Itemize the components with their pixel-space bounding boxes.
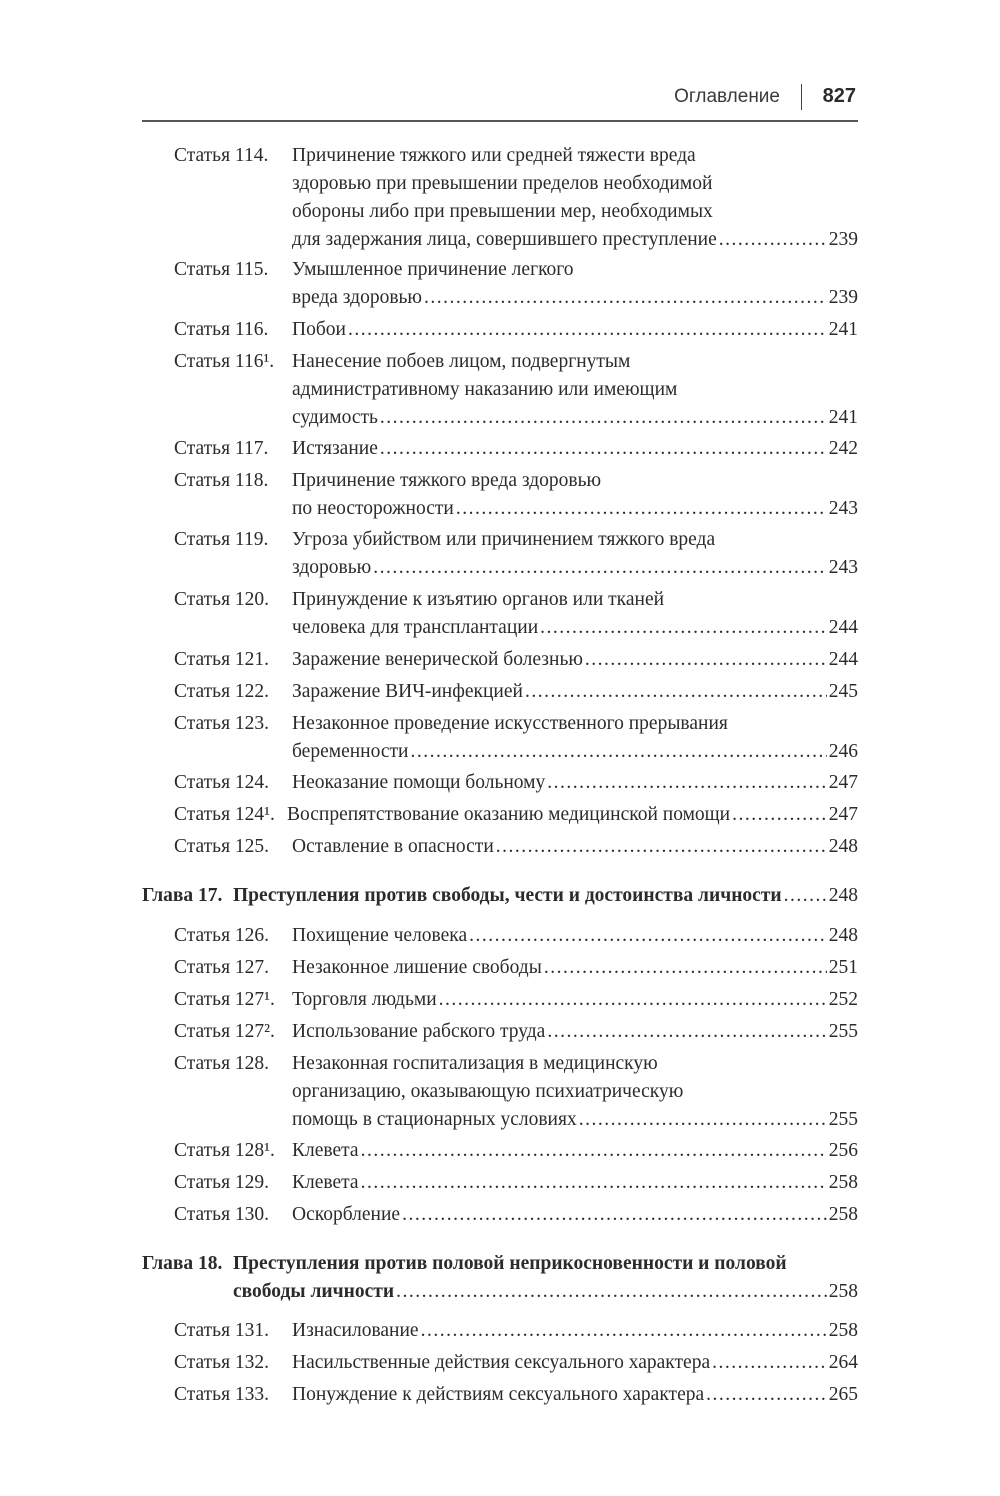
article-label: Статья 127². <box>174 1021 275 1042</box>
article-label: Статья 124¹. <box>174 804 275 825</box>
chapter-title <box>233 882 858 910</box>
title-line: Оставление в опасности <box>292 836 494 857</box>
title-line: здоровью <box>292 557 372 578</box>
page-ref[interactable]: 255 <box>828 1109 858 1130</box>
title-line: организацию, оказывающую психиатрическую <box>292 1081 684 1102</box>
page-ref[interactable]: 248 <box>828 925 858 946</box>
title-line: Преступления против свободы, чести и достоинства личности <box>233 885 782 906</box>
dot-leader <box>456 495 827 523</box>
article-title <box>292 1018 858 1046</box>
article-label: Статья 128. <box>174 1053 270 1074</box>
title-line-with-leader <box>292 1317 858 1345</box>
page-ref[interactable]: 244 <box>828 617 858 638</box>
title-line-with-leader <box>292 1169 858 1197</box>
page-ref[interactable]: 239 <box>828 229 858 250</box>
title-line-with-leader <box>292 954 858 982</box>
page-ref[interactable]: 251 <box>828 957 858 978</box>
article-label: Статья 131. <box>174 1320 270 1341</box>
page-ref[interactable]: 258 <box>828 1204 858 1225</box>
dot-leader <box>585 646 827 674</box>
article-title <box>292 646 858 674</box>
article-title <box>292 954 858 982</box>
dot-leader <box>706 1381 827 1409</box>
title-line: Торговля людьми <box>292 989 437 1010</box>
article-title <box>292 467 858 523</box>
dot-leader <box>348 316 827 344</box>
title-line: Использование рабского труда <box>292 1021 546 1042</box>
dot-leader <box>410 738 826 766</box>
title-line: помощь в стационарных условиях <box>292 1109 577 1130</box>
running-header <box>142 84 858 122</box>
page-ref[interactable]: 247 <box>828 772 858 793</box>
title-line: Понуждение к действиям сексуального характера <box>292 1384 705 1405</box>
chapter-title <box>233 1250 858 1306</box>
article-label: Статья 124. <box>174 772 270 793</box>
dot-leader <box>421 1317 827 1345</box>
title-line-with-leader <box>292 1349 858 1377</box>
article-title <box>292 1381 858 1409</box>
page-ref[interactable]: 241 <box>828 319 858 340</box>
title-line: административному наказанию или имеющим <box>292 379 678 400</box>
page-ref[interactable]: 258 <box>828 1172 858 1193</box>
page-ref[interactable]: 265 <box>828 1384 858 1405</box>
title-line: Угроза убийством или причинением тяжкого вреда <box>292 529 716 550</box>
dot-leader <box>525 678 827 706</box>
title-line-with-leader <box>292 1381 858 1409</box>
title-line: Клевета <box>292 1140 359 1161</box>
article-title <box>292 526 858 582</box>
page-ref[interactable]: 244 <box>828 649 858 670</box>
dot-leader <box>579 1106 827 1134</box>
page-ref[interactable]: 258 <box>828 1320 858 1341</box>
dot-leader <box>439 986 827 1014</box>
page-ref[interactable]: 241 <box>828 407 858 428</box>
title-line-with-leader <box>292 678 858 706</box>
article-label: Статья 121. <box>174 649 270 670</box>
title-line-with-leader <box>292 738 858 766</box>
article-title <box>292 586 858 642</box>
chapter-label: Глава 17. <box>142 885 223 906</box>
article-label: Статья 126. <box>174 925 270 946</box>
dot-leader <box>396 1278 827 1306</box>
page-ref[interactable]: 245 <box>828 681 858 702</box>
title-line: Похищение человека <box>292 925 468 946</box>
dot-leader <box>547 1018 826 1046</box>
running-header-divider <box>801 84 803 110</box>
title-line: Воспрепятствование оказанию медицинской помощи <box>287 804 731 825</box>
title-line-with-leader <box>292 646 858 674</box>
dot-leader <box>712 1349 827 1377</box>
dot-leader <box>784 882 827 910</box>
article-label: Статья 132. <box>174 1352 270 1373</box>
article-title <box>292 922 858 950</box>
dot-leader <box>547 769 826 797</box>
title-line-with-leader <box>233 882 858 910</box>
dot-leader <box>380 404 827 432</box>
article-label: Статья 116¹. <box>174 351 275 372</box>
dot-leader <box>361 1169 827 1197</box>
article-label: Статья 117. <box>174 438 269 459</box>
title-line-with-leader <box>292 316 858 344</box>
dot-leader <box>402 1201 827 1229</box>
article-title <box>292 1050 858 1134</box>
article-title <box>292 1137 858 1165</box>
article-title <box>292 348 858 432</box>
title-line: Оскорбление <box>292 1204 401 1225</box>
article-title <box>292 316 858 344</box>
title-line-with-leader <box>292 1106 858 1134</box>
title-line-with-leader <box>292 404 858 432</box>
title-line-with-leader <box>292 922 858 950</box>
dot-leader <box>373 554 827 582</box>
article-title <box>292 142 858 254</box>
dot-leader <box>719 226 827 254</box>
title-line: Истязание <box>292 438 378 459</box>
page-ref[interactable]: 258 <box>828 1281 858 1302</box>
article-label: Статья 118. <box>174 470 269 491</box>
title-line: Насильственные действия сексуального характера <box>292 1352 711 1373</box>
article-label: Статья 133. <box>174 1384 270 1405</box>
title-line: обороны либо при превышении мер, необходимых <box>292 201 713 222</box>
title-line: человека для трансплантации <box>292 617 539 638</box>
article-label: Статья 127. <box>174 957 270 978</box>
title-line: Заражение венерической болезнью <box>292 649 583 670</box>
article-title <box>292 678 858 706</box>
article-title <box>292 1201 858 1229</box>
article-label: Статья 116. <box>174 319 269 340</box>
page-ref[interactable]: 243 <box>828 498 858 519</box>
page-ref[interactable]: 255 <box>828 1021 858 1042</box>
title-line: Изнасилование <box>292 1320 419 1341</box>
article-label: Статья 129. <box>174 1172 270 1193</box>
title-line: Незаконная госпитализация в медицинскую <box>292 1053 658 1074</box>
title-line: Клевета <box>292 1172 359 1193</box>
article-label: Статья 122. <box>174 681 270 702</box>
dot-leader <box>732 801 827 829</box>
title-line: здоровью при превышении пределов необходимой <box>292 173 713 194</box>
article-title <box>292 833 858 861</box>
dot-leader <box>424 284 827 312</box>
article-label: Статья 130. <box>174 1204 270 1225</box>
article-title <box>292 1317 858 1345</box>
dot-leader <box>361 1137 827 1165</box>
page-ref[interactable]: 264 <box>828 1352 858 1373</box>
title-line: Незаконное лишение свободы <box>292 957 542 978</box>
article-label: Статья 128¹. <box>174 1140 275 1161</box>
dot-leader <box>544 954 827 982</box>
page-number: 827 <box>822 85 856 107</box>
title-line: Незаконное проведение искусственного прерывания <box>292 713 728 734</box>
title-line: Преступления против половой неприкосновенности и половой <box>233 1253 787 1274</box>
title-line: вреда здоровью <box>292 287 422 308</box>
title-line: судимость <box>292 407 378 428</box>
title-line-with-leader <box>292 833 858 861</box>
title-line: Нанесение побоев лицом, подвергнутым <box>292 351 631 372</box>
article-label: Статья 127¹. <box>174 989 275 1010</box>
title-line-with-leader <box>292 1018 858 1046</box>
title-line: Побои <box>292 319 346 340</box>
article-title <box>292 1349 858 1377</box>
title-line: для задержания лица, совершившего преступление <box>292 229 717 250</box>
page-ref[interactable]: 243 <box>828 557 858 578</box>
title-line: Принуждение к изъятию органов или тканей <box>292 589 665 610</box>
title-line: Причинение тяжкого или средней тяжести вреда <box>292 145 696 166</box>
title-line: свободы личности <box>233 1281 395 1302</box>
page-ref[interactable]: 252 <box>828 989 858 1010</box>
title-line-with-leader <box>287 801 858 829</box>
dot-leader <box>469 922 827 950</box>
title-line-with-leader <box>292 284 858 312</box>
title-line-with-leader <box>292 1137 858 1165</box>
title-line: Причинение тяжкого вреда здоровью <box>292 470 602 491</box>
article-title <box>292 1169 858 1197</box>
title-line: беременности <box>292 741 409 762</box>
article-title <box>292 986 858 1014</box>
title-line-with-leader <box>292 226 858 254</box>
article-title <box>292 769 858 797</box>
article-label: Статья 115. <box>174 259 269 280</box>
dot-leader <box>380 435 827 463</box>
title-line-with-leader <box>292 614 858 642</box>
title-line: Неоказание помощи больному <box>292 772 546 793</box>
title-line-with-leader <box>233 1278 858 1306</box>
article-title <box>292 256 858 312</box>
article-label: Статья 120. <box>174 589 270 610</box>
running-header-title: Оглавление <box>674 86 780 107</box>
title-line-with-leader <box>292 435 858 463</box>
page-ref[interactable]: 247 <box>828 804 858 825</box>
article-title <box>287 801 858 829</box>
dot-leader <box>540 614 827 642</box>
title-line: по неосторожности <box>292 498 454 519</box>
article-label: Статья 125. <box>174 836 270 857</box>
title-line-with-leader <box>292 986 858 1014</box>
title-line-with-leader <box>292 1201 858 1229</box>
page-ref[interactable]: 248 <box>828 836 858 857</box>
article-label: Статья 119. <box>174 529 269 550</box>
title-line-with-leader <box>292 554 858 582</box>
title-line-with-leader <box>292 495 858 523</box>
page-ref[interactable]: 239 <box>828 287 858 308</box>
article-label: Статья 114. <box>174 145 269 166</box>
article-title <box>292 435 858 463</box>
article-title <box>292 710 858 766</box>
page-ref[interactable]: 246 <box>828 741 858 762</box>
page-ref[interactable]: 242 <box>828 438 858 459</box>
title-line: Заражение ВИЧ-инфекцией <box>292 681 523 702</box>
chapter-label: Глава 18. <box>142 1253 223 1274</box>
article-label: Статья 123. <box>174 713 270 734</box>
title-line-with-leader <box>292 769 858 797</box>
title-line: Умышленное причинение легкого <box>292 259 574 280</box>
page-ref[interactable]: 248 <box>828 885 858 906</box>
page-ref[interactable]: 256 <box>828 1140 858 1161</box>
dot-leader <box>496 833 827 861</box>
